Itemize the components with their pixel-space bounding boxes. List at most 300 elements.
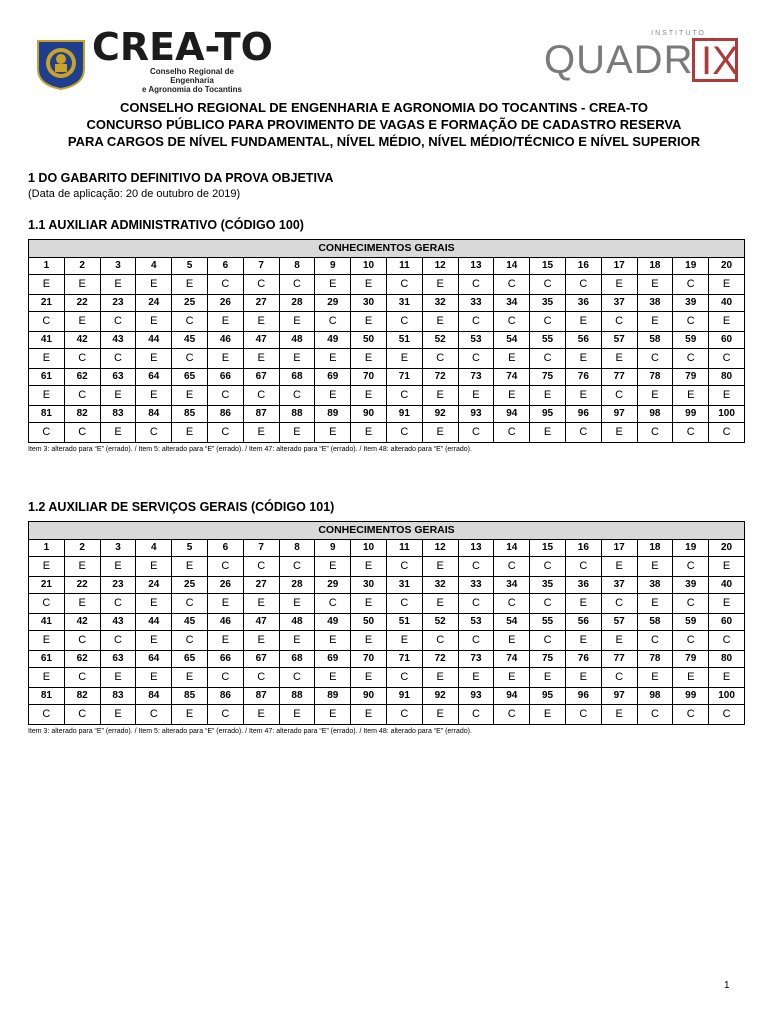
item-number: 42 (64, 331, 100, 348)
item-number: 34 (494, 294, 530, 311)
document-titles (0, 99, 768, 150)
item-number: 87 (243, 405, 279, 422)
item-number: 95 (530, 405, 566, 422)
answer-cell: E (351, 385, 387, 405)
answer-cell: E (100, 274, 136, 294)
table-2-title: 1.2 AUXILIAR DE SERVIÇOS GERAIS (CÓDIGO 101) (28, 500, 335, 514)
answer-cell: E (136, 667, 172, 687)
answer-cell: C (565, 274, 601, 294)
item-number: 78 (637, 368, 673, 385)
answer-cell: C (601, 593, 637, 613)
item-number: 93 (458, 405, 494, 422)
answer-cell: E (64, 593, 100, 613)
item-number: 22 (64, 576, 100, 593)
answer-cell: C (64, 704, 100, 724)
answer-cell: E (494, 348, 530, 368)
quadrix-box (692, 38, 738, 82)
item-number: 47 (243, 613, 279, 630)
item-number: 45 (172, 331, 208, 348)
item-number: 43 (100, 331, 136, 348)
table-2-note: Item 3: alterado para “E” (errado). / Item 5: alterado para “E” (errado). / Item 47: alterado para “E” (errado). / Item 48: alterado para “E” (errado). (28, 728, 472, 735)
answer-cell: C (494, 556, 530, 576)
answer-cell: C (673, 630, 709, 650)
answer-cell: E (100, 385, 136, 405)
item-number-row (29, 613, 745, 630)
item-number: 42 (64, 613, 100, 630)
item-number: 77 (601, 650, 637, 667)
answer-cell: C (315, 593, 351, 613)
answer-cell: E (601, 348, 637, 368)
item-number: 13 (458, 539, 494, 556)
answer-cell: C (279, 556, 315, 576)
answer-cell: E (709, 274, 745, 294)
answer-cell: E (458, 667, 494, 687)
item-number: 56 (565, 613, 601, 630)
answer-cell: E (315, 556, 351, 576)
item-number: 8 (279, 257, 315, 274)
answer-table-1 (28, 239, 745, 443)
item-number: 38 (637, 294, 673, 311)
table-1-title: 1.1 AUXILIAR ADMINISTRATIVO (CÓDIGO 100) (28, 218, 304, 232)
answer-cell: C (494, 274, 530, 294)
item-number: 80 (709, 368, 745, 385)
answer-cell: C (172, 593, 208, 613)
answer-cell: C (673, 556, 709, 576)
item-number: 35 (530, 576, 566, 593)
item-number: 83 (100, 405, 136, 422)
answer-cell: E (29, 274, 65, 294)
answer-cell: E (64, 311, 100, 331)
item-number: 17 (601, 257, 637, 274)
answer-cell: C (243, 556, 279, 576)
answer-cell: C (279, 274, 315, 294)
item-number-row (29, 294, 745, 311)
answer-cell: E (494, 385, 530, 405)
answer-cell: C (64, 348, 100, 368)
item-number: 6 (207, 539, 243, 556)
answer-cell: C (565, 704, 601, 724)
item-number: 64 (136, 650, 172, 667)
answer-cell: E (100, 556, 136, 576)
item-number: 100 (709, 405, 745, 422)
item-number: 7 (243, 539, 279, 556)
quadrix-logo (544, 30, 740, 84)
item-number: 65 (172, 368, 208, 385)
quadrix-text: QUADR (544, 38, 694, 82)
item-number: 100 (709, 687, 745, 704)
answer-cell: C (673, 348, 709, 368)
item-number-row (29, 405, 745, 422)
item-number: 27 (243, 576, 279, 593)
answer-cell: E (422, 593, 458, 613)
answer-row (29, 311, 745, 331)
item-number: 57 (601, 331, 637, 348)
item-number: 85 (172, 405, 208, 422)
answer-cell: C (207, 704, 243, 724)
item-number: 39 (673, 294, 709, 311)
item-number: 88 (279, 687, 315, 704)
item-number: 19 (673, 539, 709, 556)
item-number: 63 (100, 650, 136, 667)
item-number: 24 (136, 294, 172, 311)
answer-cell: E (136, 556, 172, 576)
answer-cell: C (207, 274, 243, 294)
answer-cell: C (458, 274, 494, 294)
item-number: 69 (315, 650, 351, 667)
item-number: 40 (709, 294, 745, 311)
answer-cell: E (207, 593, 243, 613)
item-number: 38 (637, 576, 673, 593)
item-number: 80 (709, 650, 745, 667)
quadrix-instituto: INSTITUTO (651, 30, 706, 37)
answer-cell: C (530, 593, 566, 613)
item-number: 44 (136, 331, 172, 348)
answer-cell: E (565, 348, 601, 368)
answer-cell: E (422, 704, 458, 724)
item-number: 47 (243, 331, 279, 348)
answer-cell: C (172, 348, 208, 368)
item-number: 56 (565, 331, 601, 348)
answer-cell: E (29, 348, 65, 368)
answer-cell: E (136, 385, 172, 405)
item-number: 37 (601, 294, 637, 311)
item-number: 51 (386, 331, 422, 348)
item-number: 28 (279, 576, 315, 593)
answer-cell: E (172, 556, 208, 576)
item-number: 34 (494, 576, 530, 593)
answer-cell: E (315, 274, 351, 294)
title-line-3: PARA CARGOS DE NÍVEL FUNDAMENTAL, NÍVEL MÉDIO, NÍVEL MÉDIO/TÉCNICO E NÍVEL SUPERIOR (67, 134, 701, 149)
item-number: 55 (530, 331, 566, 348)
item-number: 17 (601, 539, 637, 556)
item-number: 29 (315, 576, 351, 593)
answer-cell: C (100, 311, 136, 331)
answer-row (29, 704, 745, 724)
answer-cell: C (601, 385, 637, 405)
item-number: 14 (494, 257, 530, 274)
answer-cell: C (637, 348, 673, 368)
answer-cell: E (279, 593, 315, 613)
item-number-row (29, 331, 745, 348)
item-number: 44 (136, 613, 172, 630)
item-number: 7 (243, 257, 279, 274)
item-number: 32 (422, 576, 458, 593)
answer-cell: E (136, 593, 172, 613)
item-number: 90 (351, 405, 387, 422)
item-number: 3 (100, 539, 136, 556)
answer-cell: C (709, 630, 745, 650)
item-number: 75 (530, 368, 566, 385)
item-number: 12 (422, 539, 458, 556)
answer-cell: E (673, 667, 709, 687)
answer-cell: E (172, 274, 208, 294)
answer-cell: C (673, 593, 709, 613)
answer-cell: E (494, 667, 530, 687)
answer-cell: C (207, 385, 243, 405)
answer-cell: C (565, 422, 601, 442)
item-number: 64 (136, 368, 172, 385)
item-number: 19 (673, 257, 709, 274)
item-number: 72 (422, 650, 458, 667)
item-number: 50 (351, 613, 387, 630)
item-number: 66 (207, 368, 243, 385)
answer-cell: E (243, 348, 279, 368)
item-number-row (29, 576, 745, 593)
item-number: 61 (29, 650, 65, 667)
answer-cell: E (458, 385, 494, 405)
answer-cell: C (100, 593, 136, 613)
answer-cell: E (565, 593, 601, 613)
answer-cell: E (565, 385, 601, 405)
answer-cell: C (709, 422, 745, 442)
item-number: 74 (494, 368, 530, 385)
answer-cell: E (243, 422, 279, 442)
answer-cell: E (530, 704, 566, 724)
answer-cell: E (422, 385, 458, 405)
item-number: 25 (172, 294, 208, 311)
item-number: 48 (279, 331, 315, 348)
answer-cell: C (422, 348, 458, 368)
answer-cell: E (279, 348, 315, 368)
item-number-row (29, 257, 745, 274)
item-number: 36 (565, 576, 601, 593)
item-number: 2 (64, 539, 100, 556)
answer-cell: C (709, 348, 745, 368)
answer-cell: E (530, 667, 566, 687)
answer-cell: E (530, 422, 566, 442)
item-number: 57 (601, 613, 637, 630)
title-line-1: CONSELHO REGIONAL DE ENGENHARIA E AGRONOMIA DO TOCANTINS - CREA-TO (120, 100, 648, 115)
answer-cell: E (422, 274, 458, 294)
answer-cell: C (530, 556, 566, 576)
item-number: 9 (315, 257, 351, 274)
answer-cell: C (386, 422, 422, 442)
item-number: 53 (458, 613, 494, 630)
answer-cell: C (601, 311, 637, 331)
item-number: 27 (243, 294, 279, 311)
answer-cell: C (64, 422, 100, 442)
item-number: 33 (458, 576, 494, 593)
item-number: 54 (494, 613, 530, 630)
answer-cell: C (709, 704, 745, 724)
answer-cell: E (351, 422, 387, 442)
answer-cell: E (315, 422, 351, 442)
crea-logo-subtitle-2: e Agronomia do Tocantins (141, 85, 242, 94)
answer-cell: C (243, 667, 279, 687)
item-number: 21 (29, 576, 65, 593)
item-number: 46 (207, 613, 243, 630)
crea-logo-subtitle-1: Conselho Regional de Engenharia (149, 67, 234, 85)
answer-cell: E (351, 311, 387, 331)
answer-cell: E (709, 385, 745, 405)
answer-cell: C (458, 704, 494, 724)
item-number: 82 (64, 687, 100, 704)
answer-cell: E (351, 630, 387, 650)
item-number: 53 (458, 331, 494, 348)
item-number: 4 (136, 539, 172, 556)
answer-cell: C (386, 556, 422, 576)
answer-cell: C (100, 630, 136, 650)
answer-cell: C (172, 630, 208, 650)
item-number: 62 (64, 650, 100, 667)
answer-cell: E (386, 630, 422, 650)
answer-cell: C (386, 274, 422, 294)
item-number: 49 (315, 613, 351, 630)
item-number: 15 (530, 257, 566, 274)
answer-cell: E (637, 311, 673, 331)
answer-cell: C (136, 422, 172, 442)
answer-cell: E (279, 630, 315, 650)
crea-logo-text: CREA-TO (92, 25, 273, 69)
answer-cell: E (601, 274, 637, 294)
answer-cell: E (243, 704, 279, 724)
answer-cell: E (351, 274, 387, 294)
item-number: 75 (530, 650, 566, 667)
item-number: 13 (458, 257, 494, 274)
answer-cell: E (279, 704, 315, 724)
item-number: 3 (100, 257, 136, 274)
item-number: 21 (29, 294, 65, 311)
item-number: 82 (64, 405, 100, 422)
item-number: 76 (565, 368, 601, 385)
item-number: 99 (673, 687, 709, 704)
item-number-row (29, 650, 745, 667)
answer-cell: E (709, 667, 745, 687)
item-number: 84 (136, 687, 172, 704)
item-number: 83 (100, 687, 136, 704)
answer-cell: E (315, 385, 351, 405)
answer-cell: E (315, 630, 351, 650)
item-number: 18 (637, 539, 673, 556)
item-number: 1 (29, 257, 65, 274)
item-number-row (29, 539, 745, 556)
item-number: 9 (315, 539, 351, 556)
answer-cell: E (637, 593, 673, 613)
answer-cell: C (494, 593, 530, 613)
answer-cell: C (243, 385, 279, 405)
item-number: 25 (172, 576, 208, 593)
answer-cell: C (386, 385, 422, 405)
item-number: 92 (422, 687, 458, 704)
answer-cell: E (279, 311, 315, 331)
item-number: 43 (100, 613, 136, 630)
answer-cell: C (565, 556, 601, 576)
answer-cell: E (351, 556, 387, 576)
item-number: 36 (565, 294, 601, 311)
item-number-row (29, 687, 745, 704)
answer-cell: E (565, 630, 601, 650)
item-number: 11 (386, 257, 422, 274)
answer-cell: E (29, 667, 65, 687)
answer-cell: E (601, 556, 637, 576)
answer-cell: E (709, 593, 745, 613)
item-number: 30 (351, 294, 387, 311)
answer-cell: C (601, 667, 637, 687)
answer-cell: E (243, 630, 279, 650)
item-number: 71 (386, 650, 422, 667)
answer-cell: E (422, 422, 458, 442)
answer-cell: E (279, 422, 315, 442)
item-number: 35 (530, 294, 566, 311)
answer-cell: C (422, 630, 458, 650)
answer-row (29, 667, 745, 687)
item-number: 93 (458, 687, 494, 704)
quadrix-box-text: IX (701, 39, 739, 83)
item-number: 69 (315, 368, 351, 385)
item-number: 31 (386, 294, 422, 311)
item-number: 41 (29, 613, 65, 630)
page-number: 1 (724, 980, 730, 991)
answer-cell: E (29, 385, 65, 405)
answer-cell: E (315, 348, 351, 368)
item-number: 45 (172, 613, 208, 630)
item-number: 73 (458, 368, 494, 385)
page-header (0, 0, 768, 100)
answer-cell: C (207, 667, 243, 687)
item-number: 96 (565, 687, 601, 704)
item-number: 23 (100, 576, 136, 593)
item-number: 46 (207, 331, 243, 348)
item-number: 40 (709, 576, 745, 593)
item-number: 29 (315, 294, 351, 311)
answer-cell: C (29, 593, 65, 613)
answer-cell: E (172, 385, 208, 405)
item-number: 51 (386, 613, 422, 630)
item-number: 66 (207, 650, 243, 667)
item-number: 1 (29, 539, 65, 556)
item-number: 90 (351, 687, 387, 704)
item-number: 81 (29, 687, 65, 704)
answer-cell: E (172, 704, 208, 724)
answer-cell: C (530, 348, 566, 368)
answer-cell: E (207, 311, 243, 331)
item-number: 10 (351, 539, 387, 556)
answer-cell: C (458, 422, 494, 442)
answer-cell: C (673, 274, 709, 294)
answer-cell: E (351, 667, 387, 687)
item-number: 65 (172, 650, 208, 667)
answer-cell: E (637, 385, 673, 405)
answer-cell: E (100, 704, 136, 724)
answer-cell: E (243, 311, 279, 331)
answer-cell: C (136, 704, 172, 724)
item-number: 63 (100, 368, 136, 385)
answer-cell: E (29, 630, 65, 650)
answer-cell: C (386, 667, 422, 687)
item-number: 71 (386, 368, 422, 385)
answer-cell: C (458, 556, 494, 576)
answer-table-2 (28, 521, 745, 725)
item-number: 89 (315, 405, 351, 422)
item-number: 23 (100, 294, 136, 311)
answer-cell: C (64, 667, 100, 687)
answer-cell: C (29, 422, 65, 442)
item-number: 89 (315, 687, 351, 704)
item-number: 88 (279, 405, 315, 422)
item-number: 28 (279, 294, 315, 311)
item-number: 96 (565, 405, 601, 422)
answer-cell: E (422, 311, 458, 331)
answer-cell: E (351, 704, 387, 724)
item-number: 86 (207, 405, 243, 422)
answer-cell: E (709, 311, 745, 331)
answer-cell: E (637, 274, 673, 294)
answer-cell: E (709, 556, 745, 576)
answer-cell: C (637, 422, 673, 442)
answer-cell: E (29, 556, 65, 576)
answer-cell: E (637, 556, 673, 576)
answer-cell: C (243, 274, 279, 294)
